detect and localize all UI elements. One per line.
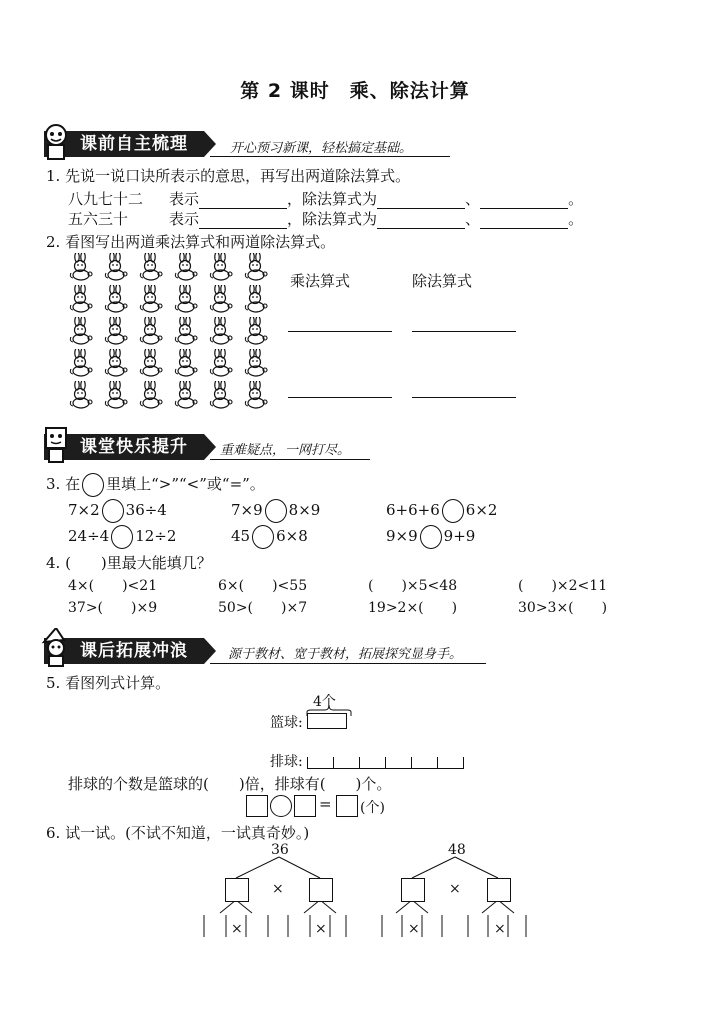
tree-operator: ×	[272, 881, 284, 897]
answer-blank[interactable]	[480, 212, 568, 229]
volleyball-tick	[411, 757, 412, 769]
sep-text: 、	[465, 210, 481, 228]
answer-circle[interactable]	[252, 525, 274, 549]
expr-left: 6+6+6	[386, 501, 440, 519]
q3-item	[231, 499, 320, 523]
expr-right: 12÷2	[135, 527, 177, 545]
q4-item[interactable]: ( )×5<48	[368, 578, 458, 594]
factor-box[interactable]	[225, 878, 249, 902]
section-banner-preview	[44, 131, 204, 157]
rabbit-icon	[206, 381, 236, 409]
section-banner-extend	[44, 638, 204, 664]
q3-item	[231, 525, 308, 549]
basketball-count: 4个	[313, 694, 336, 710]
q1-row2	[68, 208, 583, 229]
q1-prompt: 1. 先说一说口诀所表示的意思，再写出两道除法算式。	[46, 167, 411, 185]
q1-row1	[68, 188, 583, 209]
rabbit-icon	[241, 317, 271, 345]
mul-answer-line-2[interactable]	[288, 397, 392, 398]
section-slogan: 开心预习新课，轻松搞定基础。	[230, 141, 413, 156]
result-box[interactable]	[336, 795, 358, 817]
banner-underline	[210, 156, 450, 157]
rabbit-icon	[136, 349, 166, 377]
factor-box[interactable]	[487, 878, 511, 902]
factor-box[interactable]	[401, 878, 425, 902]
unit-text: (个)	[360, 800, 385, 816]
mascot-icon	[38, 121, 76, 161]
q4-item[interactable]: 4×( )<21	[68, 578, 158, 594]
tree-top-number: 36	[271, 842, 289, 858]
volleyball-tick	[385, 757, 386, 769]
shows-text: 表示	[169, 210, 200, 228]
expr-left: 7×9	[231, 501, 263, 519]
rabbit-icon	[101, 349, 131, 377]
expr-left: 45	[231, 527, 251, 545]
rabbit-icon	[241, 349, 271, 377]
rabbit-icon	[136, 253, 166, 281]
section-banner-class	[44, 434, 204, 460]
equals-sign: =	[319, 795, 332, 813]
q6-prompt: 6. 试一试。(不试不知道，一试真奇妙。)	[46, 824, 310, 842]
rabbit-icon	[241, 285, 271, 313]
answer-blank[interactable]	[377, 212, 465, 229]
mid-text: ，除法算式为	[287, 210, 378, 228]
banner-underline	[210, 459, 370, 460]
sep-text: 、	[465, 190, 481, 208]
q4-item[interactable]: 30>3×( )	[518, 600, 608, 616]
section-label: 课后拓展冲浪	[80, 641, 188, 661]
expr-right: 36÷4	[125, 501, 167, 519]
rabbit-icon	[66, 349, 96, 377]
volleyball-tick	[437, 757, 438, 769]
div-label: 除法算式	[412, 272, 473, 290]
div-answer-line-1[interactable]	[412, 331, 516, 332]
mid-text: ，除法算式为	[287, 190, 378, 208]
rabbit-icon	[241, 381, 271, 409]
volleyball-tick	[307, 757, 308, 769]
operator-circle[interactable]	[270, 795, 292, 817]
answer-circle[interactable]	[102, 499, 124, 523]
q4-item[interactable]: 19>2×( )	[368, 600, 458, 616]
mul-label: 乘法算式	[290, 272, 351, 290]
page-title: 第 2 课时 乘、除法计算	[240, 80, 470, 102]
leaf-operator: ×	[231, 921, 243, 937]
rabbit-icon	[206, 317, 236, 345]
prompt-text: 3. 在	[46, 475, 81, 493]
end-text: 。	[568, 190, 584, 208]
volleyball-label: 排球:	[270, 754, 303, 770]
rabbit-icon	[171, 317, 201, 345]
q4-prompt: 4. ( )里最大能填几？	[46, 554, 212, 572]
factor-box[interactable]	[309, 878, 333, 902]
section-slogan: 重难疑点，一网打尽。	[220, 443, 351, 458]
rabbit-icon	[206, 253, 236, 281]
mascot-icon	[38, 628, 76, 668]
prompt-text: 里填上“>”“<”或“=”。	[106, 475, 265, 493]
answer-circle[interactable]	[111, 525, 133, 549]
div-answer-line-2[interactable]	[412, 397, 516, 398]
leaf-operator: ×	[408, 921, 420, 937]
answer-blank[interactable]	[199, 192, 287, 209]
rabbit-icon	[171, 381, 201, 409]
basketball-label: 篮球:	[270, 715, 303, 731]
answer-blank[interactable]	[480, 192, 568, 209]
leaf-operator: ×	[494, 921, 506, 937]
section-label: 课堂快乐提升	[80, 437, 188, 457]
q4-item[interactable]: ( )×2<11	[518, 578, 608, 594]
rabbit-icon	[206, 349, 236, 377]
q3-item	[68, 525, 176, 549]
q3-item	[386, 499, 497, 523]
end-text: 。	[568, 210, 584, 228]
basketball-bar	[307, 713, 347, 729]
expr-right: 6×2	[465, 501, 498, 519]
rabbit-icon	[66, 253, 96, 281]
expr-left: 24÷4	[68, 527, 110, 545]
rabbit-icon	[101, 381, 131, 409]
section-slogan: 源于教材、宽于教材，拓展探究显身手。	[228, 647, 463, 662]
rabbit-icon	[66, 317, 96, 345]
equation-box[interactable]	[294, 795, 316, 817]
expr-left: 7×2	[68, 501, 100, 519]
q2-prompt: 2. 看图写出两道乘法算式和两道除法算式。	[46, 233, 336, 251]
volleyball-bar	[307, 755, 467, 769]
rabbit-icon	[171, 285, 201, 313]
rhyme-text: 八九七十二	[68, 190, 144, 208]
answer-blank[interactable]	[199, 212, 287, 229]
expr-right: 8×9	[288, 501, 321, 519]
rabbit-icon	[241, 253, 271, 281]
volleyball-tick	[463, 757, 464, 769]
rabbit-icon	[206, 285, 236, 313]
q4-item[interactable]: 6×( )<55	[218, 578, 308, 594]
rabbit-icon	[136, 317, 166, 345]
banner-underline	[210, 663, 486, 664]
answer-circle[interactable]	[420, 525, 442, 549]
rabbit-icon	[101, 285, 131, 313]
rabbit-picture-grid	[66, 253, 276, 413]
expr-right: 6×8	[276, 527, 308, 545]
q3-item	[68, 499, 167, 523]
rabbit-icon	[66, 381, 96, 409]
volleyball-tick	[359, 757, 360, 769]
answer-blank[interactable]	[377, 192, 465, 209]
answer-circle[interactable]	[265, 499, 287, 523]
expr-right: 9+9	[443, 527, 476, 545]
section-label: 课前自主梳理	[80, 134, 188, 154]
q3-item	[386, 525, 475, 549]
rabbit-icon	[66, 285, 96, 313]
shows-text: 表示	[169, 190, 200, 208]
q3-prompt	[46, 473, 265, 497]
q5-prompt: 5. 看图列式计算。	[46, 674, 171, 692]
mul-answer-line-1[interactable]	[288, 331, 392, 332]
rabbit-icon	[101, 317, 131, 345]
q5-sentence[interactable]: 排球的个数是篮球的( )倍，排球有( )个。	[68, 775, 392, 793]
rabbit-icon	[171, 349, 201, 377]
q4-item[interactable]: 50>( )×7	[218, 600, 308, 616]
expr-left: 9×9	[386, 527, 418, 545]
equation-box[interactable]	[246, 795, 268, 817]
rabbit-icon	[136, 285, 166, 313]
leaf-operator: ×	[315, 921, 327, 937]
compare-circle	[82, 473, 104, 497]
rabbit-icon	[171, 253, 201, 281]
answer-circle[interactable]	[442, 499, 464, 523]
q4-item[interactable]: 37>( )×9	[68, 600, 158, 616]
rabbit-icon	[136, 381, 166, 409]
volleyball-tick	[333, 757, 334, 769]
rabbit-icon	[101, 253, 131, 281]
tree-operator: ×	[449, 881, 461, 897]
mascot-icon	[38, 424, 76, 464]
rhyme-text: 五六三十	[68, 210, 129, 228]
tree-top-number: 48	[448, 842, 466, 858]
